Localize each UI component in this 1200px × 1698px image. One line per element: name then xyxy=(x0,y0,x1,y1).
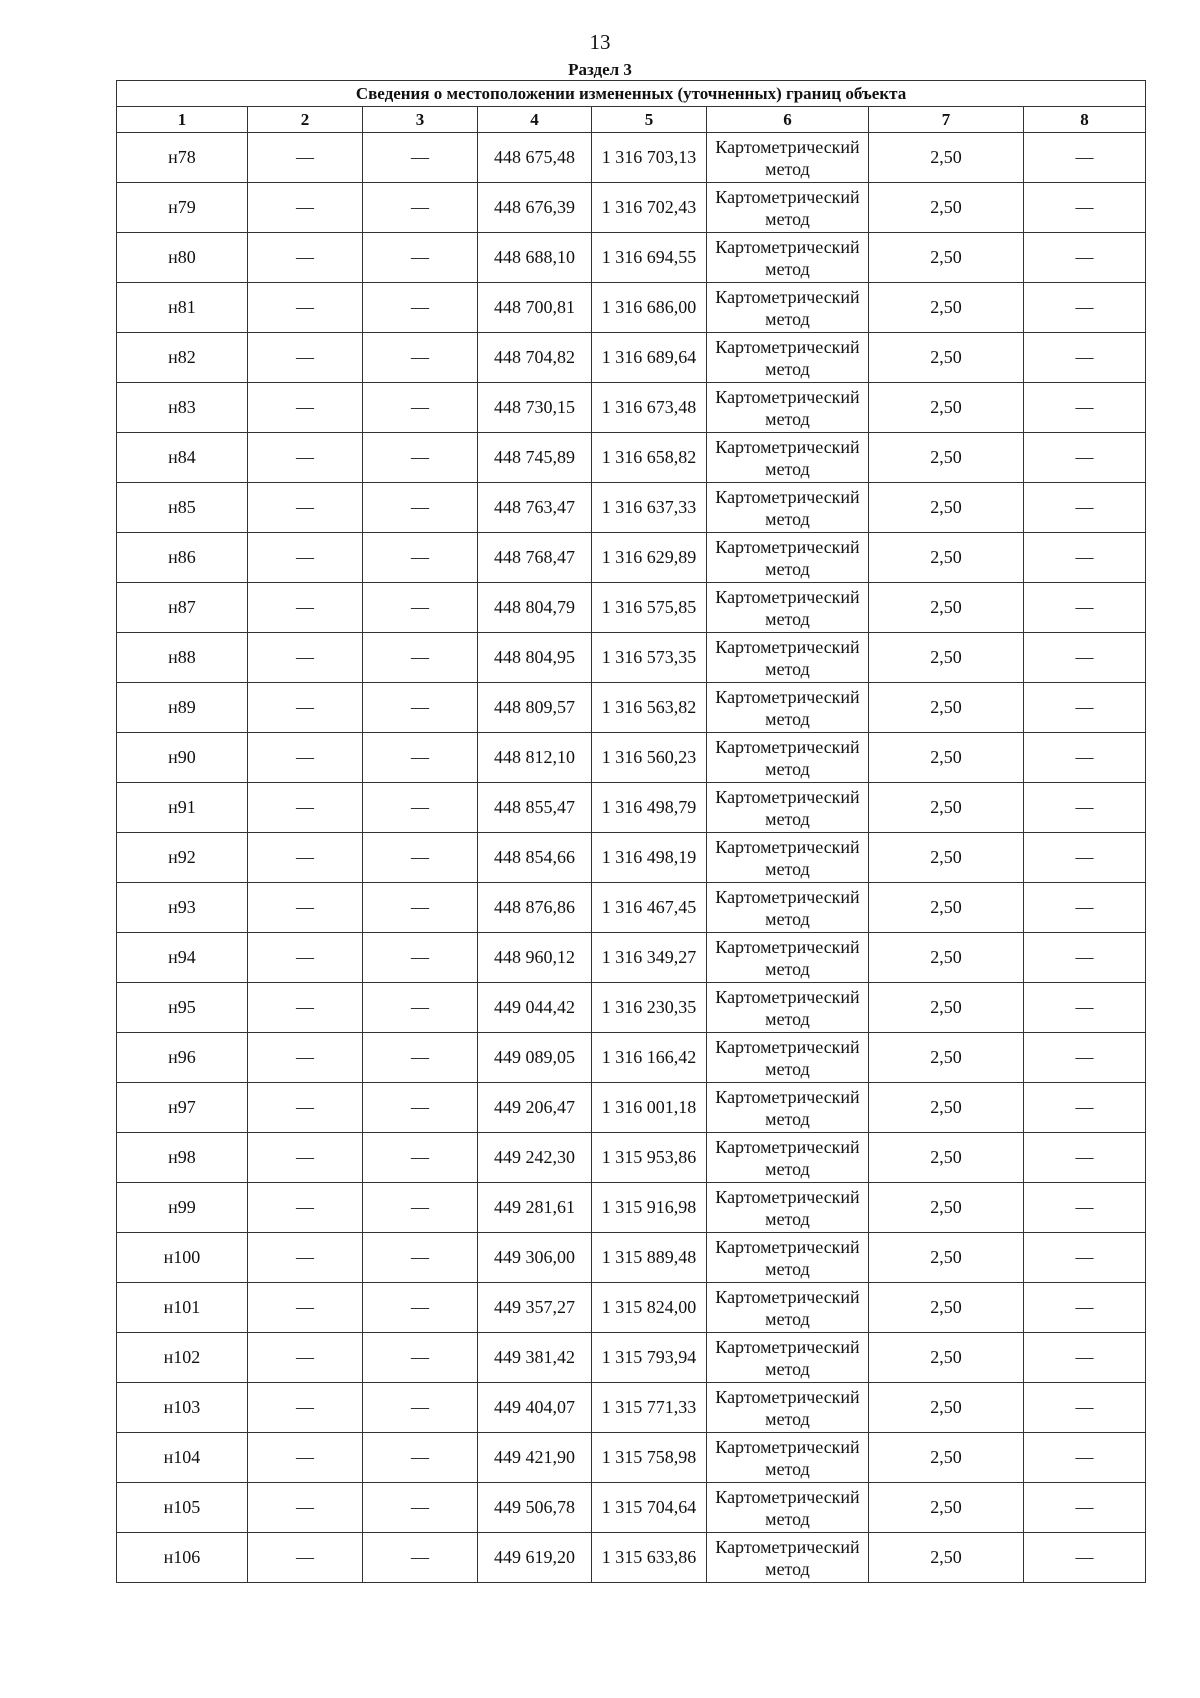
col2-cell: — xyxy=(248,233,363,283)
col3-cell: — xyxy=(363,1483,478,1533)
method-cell: Картометрический метод xyxy=(707,483,869,533)
table-row xyxy=(117,333,1146,383)
accuracy-cell: 2,50 xyxy=(869,733,1024,783)
accuracy-cell: 2,50 xyxy=(869,1083,1024,1133)
col8-cell: — xyxy=(1024,783,1146,833)
point-name-cell: н103 xyxy=(117,1383,248,1433)
page-number: 13 xyxy=(589,30,611,54)
col3-cell: — xyxy=(363,833,478,883)
col3-cell: — xyxy=(363,533,478,583)
y-coordinate-cell: 1 315 771,33 xyxy=(592,1383,707,1433)
x-coordinate-cell: 449 281,61 xyxy=(478,1183,592,1233)
point-name-cell: н99 xyxy=(117,1183,248,1233)
col8-cell: — xyxy=(1024,883,1146,933)
point-name-cell: н92 xyxy=(117,833,248,883)
point-name-cell: н105 xyxy=(117,1483,248,1533)
col2-cell: — xyxy=(248,1133,363,1183)
table-row xyxy=(117,483,1146,533)
x-coordinate-cell: 448 745,89 xyxy=(478,433,592,483)
method-cell: Картометрический метод xyxy=(707,1283,869,1333)
accuracy-cell: 2,50 xyxy=(869,1533,1024,1583)
accuracy-cell: 2,50 xyxy=(869,1133,1024,1183)
point-name-cell: н88 xyxy=(117,633,248,683)
col2-cell: — xyxy=(248,433,363,483)
col8-cell: — xyxy=(1024,683,1146,733)
col2-cell: — xyxy=(248,1333,363,1383)
col8-cell: — xyxy=(1024,1083,1146,1133)
y-coordinate-cell: 1 316 349,27 xyxy=(592,933,707,983)
method-cell: Картометрический метод xyxy=(707,1333,869,1383)
table-row xyxy=(117,1133,1146,1183)
col3-cell: — xyxy=(363,1083,478,1133)
col8-cell: — xyxy=(1024,983,1146,1033)
col3-cell: — xyxy=(363,433,478,483)
y-coordinate-cell: 1 315 704,64 xyxy=(592,1483,707,1533)
point-name-cell: н90 xyxy=(117,733,248,783)
table-row xyxy=(117,1483,1146,1533)
col2-cell: — xyxy=(248,633,363,683)
col2-cell: — xyxy=(248,983,363,1033)
method-cell: Картометрический метод xyxy=(707,633,869,683)
col3-cell: — xyxy=(363,1033,478,1083)
accuracy-cell: 2,50 xyxy=(869,883,1024,933)
col3-cell: — xyxy=(363,1333,478,1383)
y-coordinate-cell: 1 316 658,82 xyxy=(592,433,707,483)
point-name-cell: н93 xyxy=(117,883,248,933)
method-cell: Картометрический метод xyxy=(707,733,869,783)
method-cell: Картометрический метод xyxy=(707,783,869,833)
method-cell: Картометрический метод xyxy=(707,933,869,983)
column-number: 8 xyxy=(1024,107,1146,133)
x-coordinate-cell: 449 206,47 xyxy=(478,1083,592,1133)
x-coordinate-cell: 448 812,10 xyxy=(478,733,592,783)
col8-cell: — xyxy=(1024,1333,1146,1383)
point-name-cell: н87 xyxy=(117,583,248,633)
col8-cell: — xyxy=(1024,133,1146,183)
accuracy-cell: 2,50 xyxy=(869,683,1024,733)
col3-cell: — xyxy=(363,883,478,933)
point-name-cell: н101 xyxy=(117,1283,248,1333)
table-row xyxy=(117,233,1146,283)
col3-cell: — xyxy=(363,983,478,1033)
col3-cell: — xyxy=(363,1183,478,1233)
col3-cell: — xyxy=(363,133,478,183)
table-body xyxy=(117,133,1146,1583)
col2-cell: — xyxy=(248,1433,363,1483)
table-row xyxy=(117,1333,1146,1383)
y-coordinate-cell: 1 315 916,98 xyxy=(592,1183,707,1233)
col3-cell: — xyxy=(363,1133,478,1183)
x-coordinate-cell: 448 855,47 xyxy=(478,783,592,833)
method-cell: Картометрический метод xyxy=(707,1383,869,1433)
x-coordinate-cell: 449 421,90 xyxy=(478,1433,592,1483)
accuracy-cell: 2,50 xyxy=(869,1283,1024,1333)
col3-cell: — xyxy=(363,483,478,533)
method-cell: Картометрический метод xyxy=(707,433,869,483)
point-name-cell: н82 xyxy=(117,333,248,383)
column-number: 4 xyxy=(478,107,592,133)
x-coordinate-cell: 448 675,48 xyxy=(478,133,592,183)
x-coordinate-cell: 449 381,42 xyxy=(478,1333,592,1383)
col3-cell: — xyxy=(363,183,478,233)
point-name-cell: н86 xyxy=(117,533,248,583)
x-coordinate-cell: 448 688,10 xyxy=(478,233,592,283)
x-coordinate-cell: 448 876,86 xyxy=(478,883,592,933)
col8-cell: — xyxy=(1024,1433,1146,1483)
accuracy-cell: 2,50 xyxy=(869,283,1024,333)
column-number: 1 xyxy=(117,107,248,133)
col3-cell: — xyxy=(363,1433,478,1483)
table-row xyxy=(117,383,1146,433)
table-row xyxy=(117,833,1146,883)
point-name-cell: н80 xyxy=(117,233,248,283)
col3-cell: — xyxy=(363,333,478,383)
col2-cell: — xyxy=(248,833,363,883)
table-row xyxy=(117,983,1146,1033)
table-row xyxy=(117,1533,1146,1583)
column-number: 5 xyxy=(592,107,707,133)
method-cell: Картометрический метод xyxy=(707,283,869,333)
col8-cell: — xyxy=(1024,483,1146,533)
col2-cell: — xyxy=(248,1383,363,1433)
col8-cell: — xyxy=(1024,933,1146,983)
table-row xyxy=(117,433,1146,483)
table-row xyxy=(117,1183,1146,1233)
col8-cell: — xyxy=(1024,1483,1146,1533)
boundary-coordinates-table xyxy=(116,80,1146,1583)
col8-cell: — xyxy=(1024,833,1146,883)
col3-cell: — xyxy=(363,233,478,283)
y-coordinate-cell: 1 315 793,94 xyxy=(592,1333,707,1383)
col2-cell: — xyxy=(248,1533,363,1583)
y-coordinate-cell: 1 316 573,35 xyxy=(592,633,707,683)
col3-cell: — xyxy=(363,733,478,783)
accuracy-cell: 2,50 xyxy=(869,233,1024,283)
y-coordinate-cell: 1 316 166,42 xyxy=(592,1033,707,1083)
col3-cell: — xyxy=(363,383,478,433)
method-cell: Картометрический метод xyxy=(707,333,869,383)
col2-cell: — xyxy=(248,733,363,783)
point-name-cell: н85 xyxy=(117,483,248,533)
col8-cell: — xyxy=(1024,533,1146,583)
method-cell: Картометрический метод xyxy=(707,233,869,283)
accuracy-cell: 2,50 xyxy=(869,1383,1024,1433)
point-name-cell: н91 xyxy=(117,783,248,833)
table-row xyxy=(117,933,1146,983)
col2-cell: — xyxy=(248,883,363,933)
point-name-cell: н79 xyxy=(117,183,248,233)
col8-cell: — xyxy=(1024,633,1146,683)
point-name-cell: н94 xyxy=(117,933,248,983)
x-coordinate-cell: 449 506,78 xyxy=(478,1483,592,1533)
table-row xyxy=(117,1433,1146,1483)
x-coordinate-cell: 449 404,07 xyxy=(478,1383,592,1433)
table-row xyxy=(117,633,1146,683)
col8-cell: — xyxy=(1024,283,1146,333)
col2-cell: — xyxy=(248,333,363,383)
col2-cell: — xyxy=(248,133,363,183)
method-cell: Картометрический метод xyxy=(707,133,869,183)
col2-cell: — xyxy=(248,283,363,333)
col3-cell: — xyxy=(363,633,478,683)
col3-cell: — xyxy=(363,683,478,733)
x-coordinate-cell: 448 700,81 xyxy=(478,283,592,333)
col2-cell: — xyxy=(248,1083,363,1133)
col2-cell: — xyxy=(248,183,363,233)
y-coordinate-cell: 1 315 889,48 xyxy=(592,1233,707,1283)
col3-cell: — xyxy=(363,1383,478,1433)
table-row xyxy=(117,1033,1146,1083)
col3-cell: — xyxy=(363,783,478,833)
method-cell: Картометрический метод xyxy=(707,1133,869,1183)
col8-cell: — xyxy=(1024,433,1146,483)
y-coordinate-cell: 1 316 563,82 xyxy=(592,683,707,733)
accuracy-cell: 2,50 xyxy=(869,583,1024,633)
method-cell: Картометрический метод xyxy=(707,1183,869,1233)
x-coordinate-cell: 448 960,12 xyxy=(478,933,592,983)
col2-cell: — xyxy=(248,1233,363,1283)
table-row xyxy=(117,1083,1146,1133)
y-coordinate-cell: 1 316 467,45 xyxy=(592,883,707,933)
table-row xyxy=(117,133,1146,183)
x-coordinate-cell: 449 089,05 xyxy=(478,1033,592,1083)
method-cell: Картометрический метод xyxy=(707,1083,869,1133)
point-name-cell: н84 xyxy=(117,433,248,483)
y-coordinate-cell: 1 316 560,23 xyxy=(592,733,707,783)
col2-cell: — xyxy=(248,933,363,983)
accuracy-cell: 2,50 xyxy=(869,633,1024,683)
column-number: 3 xyxy=(363,107,478,133)
point-name-cell: н81 xyxy=(117,283,248,333)
col8-cell: — xyxy=(1024,383,1146,433)
accuracy-cell: 2,50 xyxy=(869,1183,1024,1233)
table-row xyxy=(117,283,1146,333)
method-cell: Картометрический метод xyxy=(707,1483,869,1533)
col2-cell: — xyxy=(248,583,363,633)
method-cell: Картометрический метод xyxy=(707,583,869,633)
point-name-cell: н102 xyxy=(117,1333,248,1383)
point-name-cell: н78 xyxy=(117,133,248,183)
table-caption: Сведения о местоположении измененных (уточненных) границ объекта xyxy=(117,81,1146,107)
col3-cell: — xyxy=(363,283,478,333)
point-name-cell: н96 xyxy=(117,1033,248,1083)
col8-cell: — xyxy=(1024,1283,1146,1333)
x-coordinate-cell: 448 676,39 xyxy=(478,183,592,233)
x-coordinate-cell: 448 809,57 xyxy=(478,683,592,733)
y-coordinate-cell: 1 316 230,35 xyxy=(592,983,707,1033)
x-coordinate-cell: 449 306,00 xyxy=(478,1233,592,1283)
col8-cell: — xyxy=(1024,1233,1146,1283)
col3-cell: — xyxy=(363,1533,478,1583)
accuracy-cell: 2,50 xyxy=(869,1233,1024,1283)
col3-cell: — xyxy=(363,1233,478,1283)
method-cell: Картометрический метод xyxy=(707,1233,869,1283)
accuracy-cell: 2,50 xyxy=(869,783,1024,833)
method-cell: Картометрический метод xyxy=(707,183,869,233)
method-cell: Картометрический метод xyxy=(707,1533,869,1583)
point-name-cell: н98 xyxy=(117,1133,248,1183)
col3-cell: — xyxy=(363,1283,478,1333)
method-cell: Картометрический метод xyxy=(707,983,869,1033)
col2-cell: — xyxy=(248,483,363,533)
col8-cell: — xyxy=(1024,1033,1146,1083)
col8-cell: — xyxy=(1024,1133,1146,1183)
y-coordinate-cell: 1 316 673,48 xyxy=(592,383,707,433)
y-coordinate-cell: 1 316 575,85 xyxy=(592,583,707,633)
y-coordinate-cell: 1 315 758,98 xyxy=(592,1433,707,1483)
table-row xyxy=(117,683,1146,733)
table-row xyxy=(117,883,1146,933)
table-row xyxy=(117,533,1146,583)
accuracy-cell: 2,50 xyxy=(869,983,1024,1033)
x-coordinate-cell: 448 768,47 xyxy=(478,533,592,583)
section-title: Раздел 3 xyxy=(568,60,632,79)
col2-cell: — xyxy=(248,1483,363,1533)
accuracy-cell: 2,50 xyxy=(869,833,1024,883)
table-row xyxy=(117,733,1146,783)
col8-cell: — xyxy=(1024,183,1146,233)
x-coordinate-cell: 449 044,42 xyxy=(478,983,592,1033)
col3-cell: — xyxy=(363,933,478,983)
y-coordinate-cell: 1 316 702,43 xyxy=(592,183,707,233)
point-name-cell: н89 xyxy=(117,683,248,733)
method-cell: Картометрический метод xyxy=(707,883,869,933)
x-coordinate-cell: 448 704,82 xyxy=(478,333,592,383)
col2-cell: — xyxy=(248,1033,363,1083)
col2-cell: — xyxy=(248,1283,363,1333)
x-coordinate-cell: 448 854,66 xyxy=(478,833,592,883)
point-name-cell: н83 xyxy=(117,383,248,433)
accuracy-cell: 2,50 xyxy=(869,1333,1024,1383)
col8-cell: — xyxy=(1024,333,1146,383)
col8-cell: — xyxy=(1024,583,1146,633)
accuracy-cell: 2,50 xyxy=(869,183,1024,233)
y-coordinate-cell: 1 316 001,18 xyxy=(592,1083,707,1133)
accuracy-cell: 2,50 xyxy=(869,433,1024,483)
accuracy-cell: 2,50 xyxy=(869,483,1024,533)
y-coordinate-cell: 1 316 629,89 xyxy=(592,533,707,583)
accuracy-cell: 2,50 xyxy=(869,1033,1024,1083)
col8-cell: — xyxy=(1024,1183,1146,1233)
table-row xyxy=(117,1383,1146,1433)
x-coordinate-cell: 449 357,27 xyxy=(478,1283,592,1333)
y-coordinate-cell: 1 316 637,33 xyxy=(592,483,707,533)
method-cell: Картометрический метод xyxy=(707,383,869,433)
point-name-cell: н97 xyxy=(117,1083,248,1133)
y-coordinate-cell: 1 316 694,55 xyxy=(592,233,707,283)
col2-cell: — xyxy=(248,383,363,433)
x-coordinate-cell: 449 242,30 xyxy=(478,1133,592,1183)
method-cell: Картометрический метод xyxy=(707,1033,869,1083)
y-coordinate-cell: 1 316 703,13 xyxy=(592,133,707,183)
col8-cell: — xyxy=(1024,233,1146,283)
point-name-cell: н104 xyxy=(117,1433,248,1483)
column-number: 7 xyxy=(869,107,1024,133)
col3-cell: — xyxy=(363,583,478,633)
point-name-cell: н100 xyxy=(117,1233,248,1283)
col2-cell: — xyxy=(248,783,363,833)
y-coordinate-cell: 1 316 686,00 xyxy=(592,283,707,333)
column-number: 6 xyxy=(707,107,869,133)
accuracy-cell: 2,50 xyxy=(869,383,1024,433)
y-coordinate-cell: 1 315 633,86 xyxy=(592,1533,707,1583)
accuracy-cell: 2,50 xyxy=(869,1433,1024,1483)
table-row xyxy=(117,183,1146,233)
col8-cell: — xyxy=(1024,733,1146,783)
method-cell: Картометрический метод xyxy=(707,833,869,883)
point-name-cell: н95 xyxy=(117,983,248,1033)
y-coordinate-cell: 1 316 689,64 xyxy=(592,333,707,383)
table-row xyxy=(117,583,1146,633)
method-cell: Картометрический метод xyxy=(707,683,869,733)
accuracy-cell: 2,50 xyxy=(869,333,1024,383)
col8-cell: — xyxy=(1024,1533,1146,1583)
y-coordinate-cell: 1 316 498,19 xyxy=(592,833,707,883)
col8-cell: — xyxy=(1024,1383,1146,1433)
y-coordinate-cell: 1 316 498,79 xyxy=(592,783,707,833)
method-cell: Картометрический метод xyxy=(707,1433,869,1483)
accuracy-cell: 2,50 xyxy=(869,1483,1024,1533)
column-number: 2 xyxy=(248,107,363,133)
x-coordinate-cell: 448 804,79 xyxy=(478,583,592,633)
table-row xyxy=(117,1233,1146,1283)
col2-cell: — xyxy=(248,1183,363,1233)
col2-cell: — xyxy=(248,533,363,583)
table-row xyxy=(117,1283,1146,1333)
y-coordinate-cell: 1 315 824,00 xyxy=(592,1283,707,1333)
table-row xyxy=(117,783,1146,833)
y-coordinate-cell: 1 315 953,86 xyxy=(592,1133,707,1183)
x-coordinate-cell: 448 730,15 xyxy=(478,383,592,433)
accuracy-cell: 2,50 xyxy=(869,933,1024,983)
x-coordinate-cell: 448 763,47 xyxy=(478,483,592,533)
column-number-row xyxy=(117,107,1146,133)
method-cell: Картометрический метод xyxy=(707,533,869,583)
col2-cell: — xyxy=(248,683,363,733)
point-name-cell: н106 xyxy=(117,1533,248,1583)
accuracy-cell: 2,50 xyxy=(869,133,1024,183)
x-coordinate-cell: 448 804,95 xyxy=(478,633,592,683)
x-coordinate-cell: 449 619,20 xyxy=(478,1533,592,1583)
accuracy-cell: 2,50 xyxy=(869,533,1024,583)
